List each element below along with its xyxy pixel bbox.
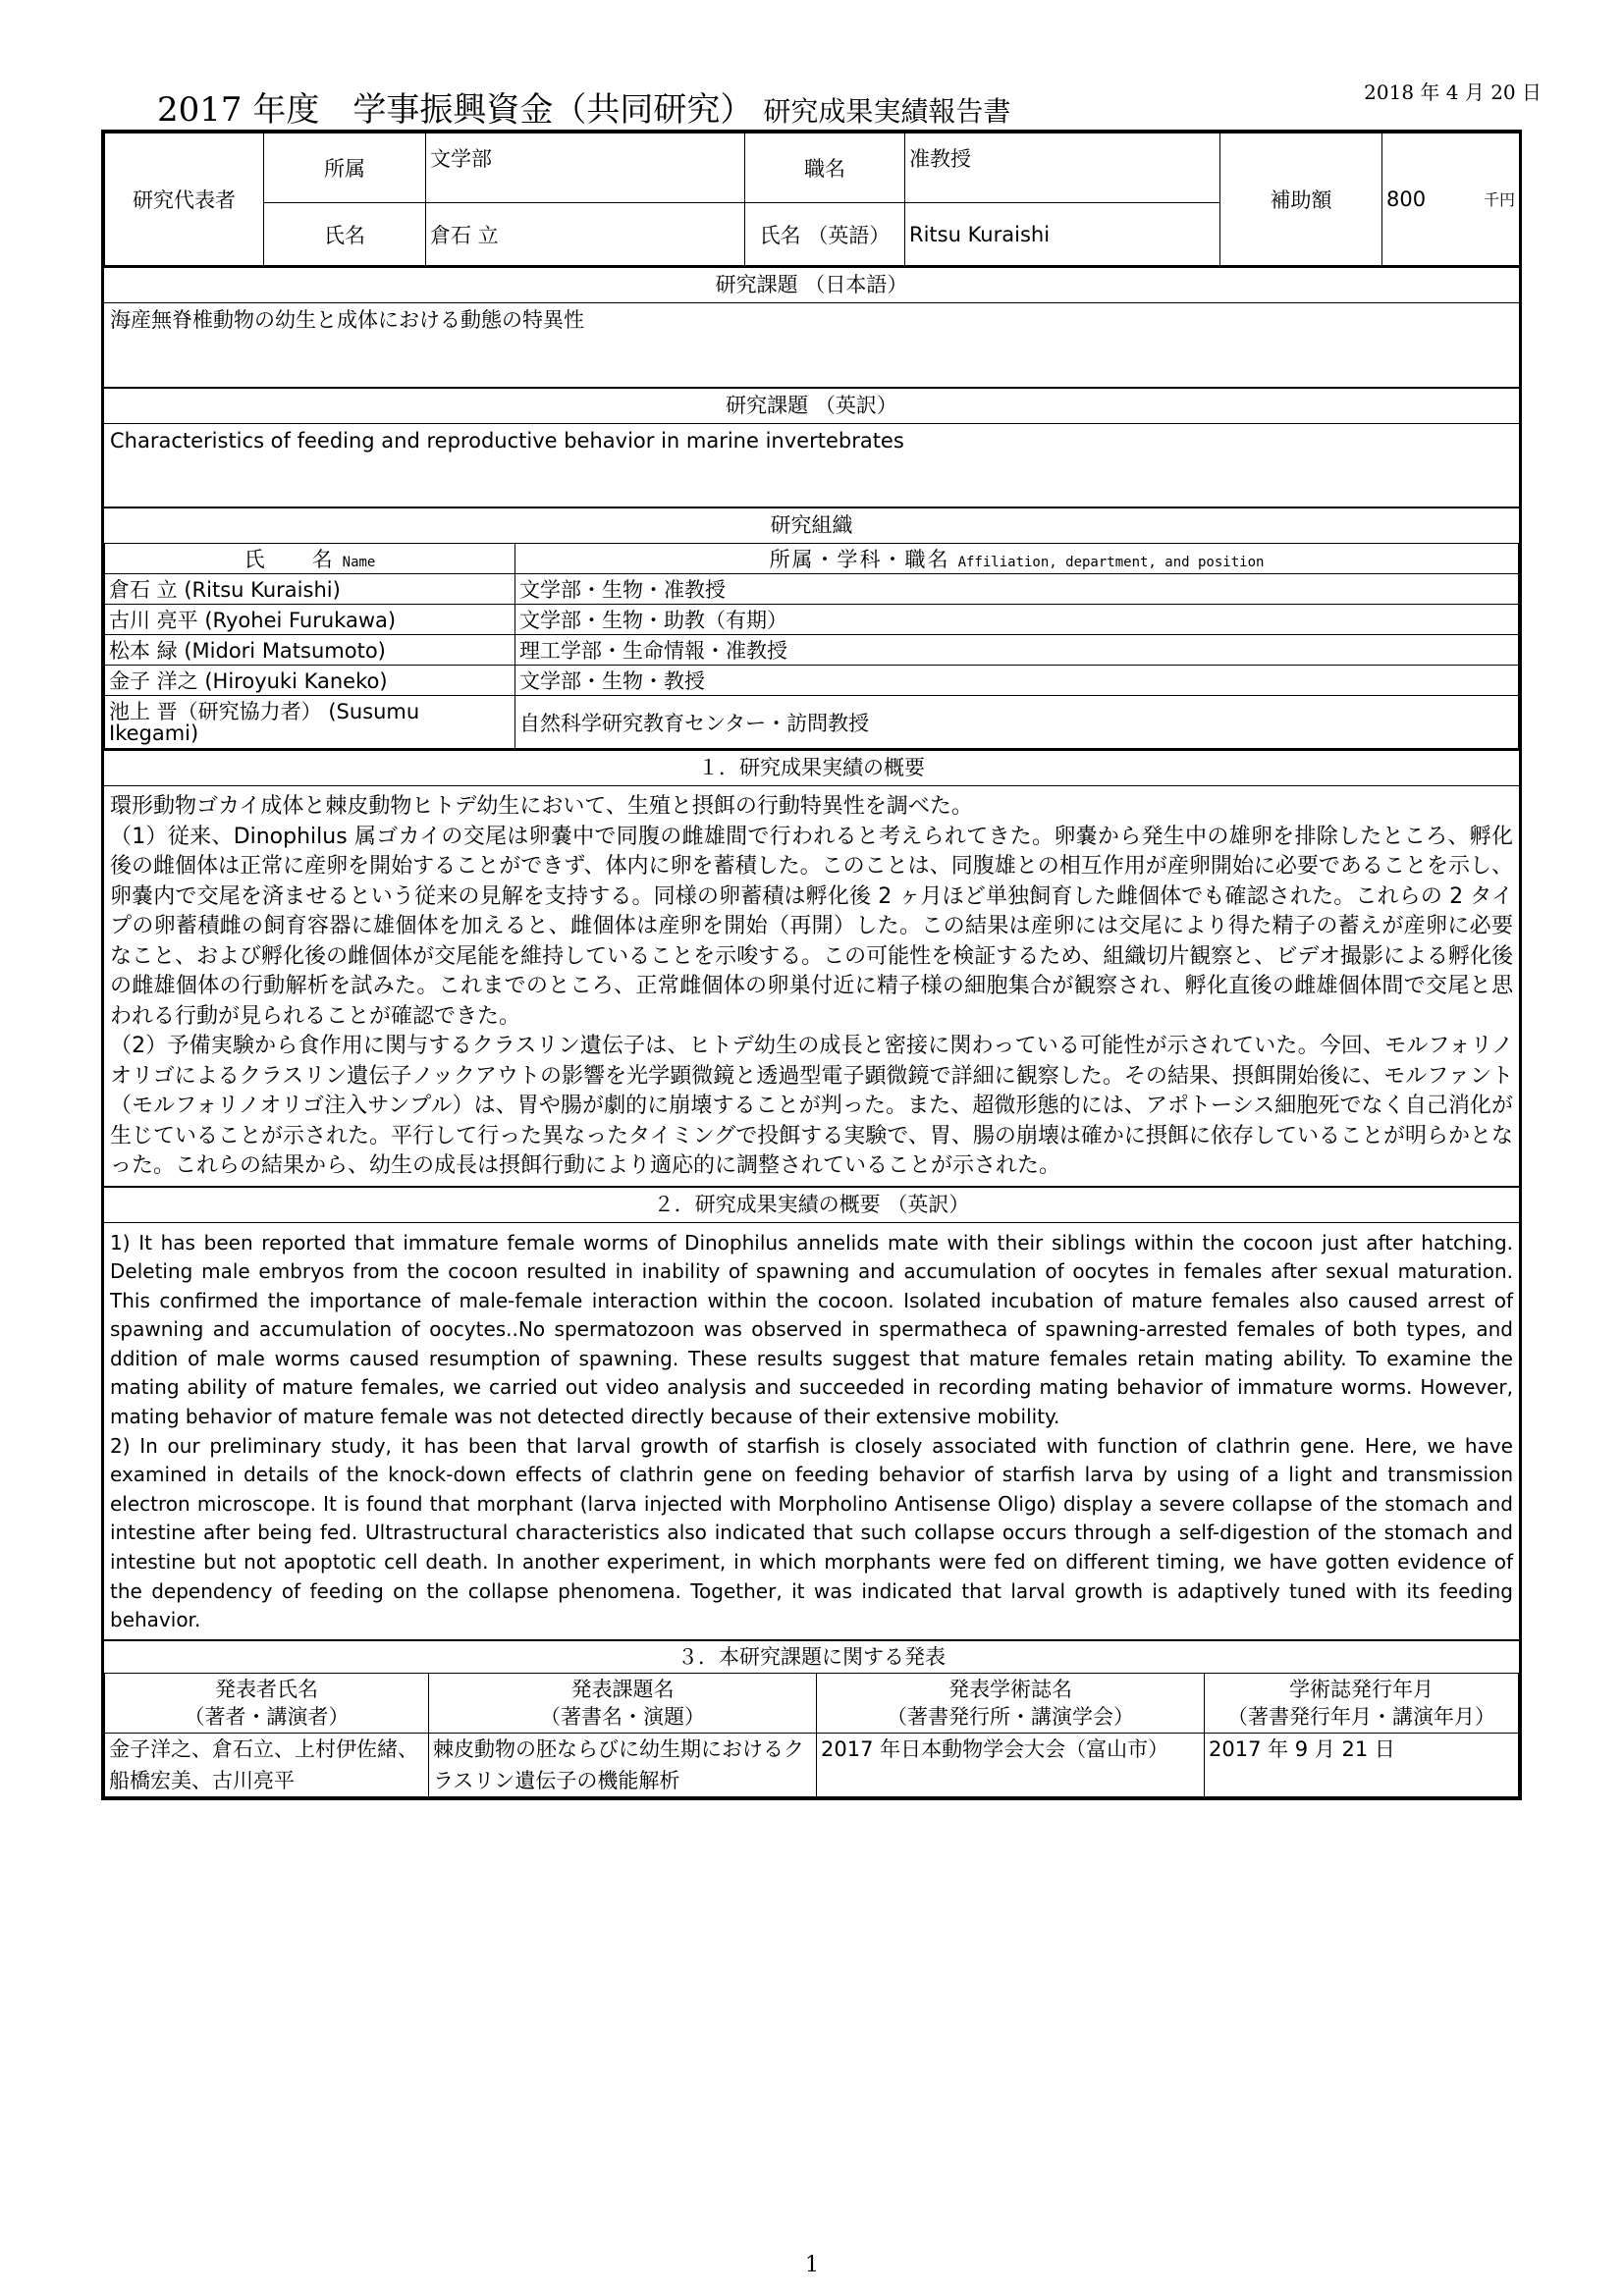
summary-jp-paragraph: 環形動物ゴカイ成体と棘皮動物ヒトデ幼生において、生殖と摂餌の行動特異性を調べた。 xyxy=(110,794,973,819)
member-row xyxy=(105,696,1519,749)
topic-en-heading: 研究課題 （英訳） xyxy=(104,389,1519,424)
summary-en-section xyxy=(104,1186,1519,1639)
topic-jp-section xyxy=(104,266,1519,387)
representative-table xyxy=(104,133,1520,266)
publication-row xyxy=(105,1733,1519,1796)
pub-col-venue-a: 発表学術誌名 xyxy=(948,1677,1072,1701)
organization-section xyxy=(104,507,1519,749)
representative-label: 研究代表者 xyxy=(105,133,264,266)
org-col-affiliation xyxy=(515,544,1519,574)
summary-en-paragraph: 2) In our preliminary study, it has been that larval growth of starfish is closely associated with function of clathrin gene. Here, we have examined in details of the knock-down effects of clathrin gene on feeding behavior of starfish larva by using of a light and transmission electron microscope. It is found that morphant (larva injected with Morpholino Antisense Oligo) display a severe collapse of the stomach and intestine after being fed. Ultrastructural characteristics also indicated that such collapse occurs through a self-digestion of the stomach and intestine but not apoptotic cell death. In another experiment, in which morphants were fed on different timing, we have gotten evidence of the dependency of feeding on the collapse phenomena. Together, it was indicated that larval growth is adaptively tuned with its feeding behavior. xyxy=(110,1433,1513,1632)
summary-jp-body xyxy=(104,786,1519,1186)
member-name: 古川 亮平 (Ryohei Furukawa) xyxy=(105,605,515,635)
member-name: 倉石 立 (Ritsu Kuraishi) xyxy=(105,574,515,605)
pub-col-venue xyxy=(817,1673,1205,1733)
member-name: 池上 晋（研究協力者） (Susumu Ikegami) xyxy=(105,696,515,749)
report-form xyxy=(101,130,1522,1800)
title-sub: 研究成果実績報告書 xyxy=(763,95,1011,128)
publications-heading: ３．本研究課題に関する発表 xyxy=(104,1641,1519,1674)
grant-amount: 800 xyxy=(1386,187,1427,211)
position-label: 職名 xyxy=(745,133,905,203)
pub-authors: 金子洋之、倉石立、上村伊佐緒、船橋宏美、古川亮平 xyxy=(105,1733,429,1796)
summary-en-heading: ２．研究成果実績の概要 （英訳） xyxy=(104,1188,1519,1223)
grant-cell xyxy=(1382,133,1520,266)
summary-jp-heading: １．研究成果実績の概要 xyxy=(104,751,1519,786)
member-name: 金子 洋之 (Hiroyuki Kaneko) xyxy=(105,666,515,696)
publications-table xyxy=(104,1673,1519,1797)
name-en-label: 氏名 （英語） xyxy=(745,203,905,266)
member-affiliation: 理工学部・生命情報・准教授 xyxy=(515,635,1519,666)
title-main: 2017 年度 学事振興資金（共同研究） xyxy=(157,90,754,130)
member-row xyxy=(105,605,1519,635)
summary-en-paragraph: 1) It has been reported that immature female worms of Dinophilus annelids mate with their siblings within the cocoon just after hatching. Deleting male embryos from the cocoon resulted in inability of spawning and accumulation of oocytes in females after sexual maturation. This confirmed the importance of male-female interaction within the cocoon. Isolated incubation of mature females also caused arrest of spawning and accumulation of oocytes..No spermatozoon was observed in spermatheca of spawning-arrested females of both types, and ddition of male worms caused resumption of spawning. These results suggest that mature females retain mating ability. To examine the mating ability of mature females, we carried out video analysis and succeeded in recording mating behavior of immature worms. However, mating behavior of mature female was not detected directly because of their extensive mobility. xyxy=(110,1230,1513,1429)
grant-unit: 千円 xyxy=(1483,190,1515,209)
pub-col-authors xyxy=(105,1673,429,1733)
member-affiliation: 自然科学研究教育センター・訪問教授 xyxy=(515,696,1519,749)
org-col-name-en: Name xyxy=(342,555,376,570)
grant-label: 補助額 xyxy=(1220,133,1382,266)
pub-col-title-a: 発表課題名 xyxy=(570,1677,675,1701)
publications-header-row xyxy=(105,1673,1519,1733)
organization-table xyxy=(104,543,1519,749)
name-en-value: Ritsu Kuraishi xyxy=(905,203,1220,266)
summary-jp-section xyxy=(104,749,1519,1186)
org-col-name-jp: 氏 名 xyxy=(244,548,335,571)
member-affiliation: 文学部・生物・准教授 xyxy=(515,574,1519,605)
org-col-aff-jp: 所属・学科・職名 xyxy=(769,548,950,571)
pub-col-venue-b: （著書発行所・講演学会） xyxy=(887,1704,1134,1729)
pub-col-authors-b: （著者・講演者） xyxy=(184,1704,350,1729)
member-row xyxy=(105,666,1519,696)
org-col-aff-en: Affiliation, department, and position xyxy=(957,555,1265,570)
pub-col-authors-a: 発表者氏名 xyxy=(215,1677,318,1701)
pub-col-title-b: （著書名・演題） xyxy=(540,1704,705,1729)
page-number: 1 xyxy=(805,2253,819,2277)
member-name: 松本 緑 (Midori Matsumoto) xyxy=(105,635,515,666)
affiliation-value: 文学部 xyxy=(426,133,745,203)
org-col-name xyxy=(105,544,515,574)
member-affiliation: 文学部・生物・助教（有期） xyxy=(515,605,1519,635)
summary-jp-paragraph: （2）予備実験から食作用に関与するクラスリン遺伝子は、ヒトデ幼生の成長と密接に関わっている可能性が示されていた。今回、モルフォリノオリゴによるクラスリン遺伝子ノックアウトの影響を光学顕微鏡と透過型電子顕微鏡で詳細に観察した。その結果、摂餌開始後に、モルファント（モルフォリノオリゴ注入サンプル）は、胃や腸が劇的に崩壊することが判った。また、超微形態的には、アポトーシス細胞死でなく自己消化が生じていることが示された。平行して行った異なったタイミングで投餌する実験で、胃、腸の崩壊は確かに摂餌に依存していることが明らかとなった。これらの結果から、幼生の成長は摂餌行動により適応的に調整されていることが示された。 xyxy=(110,1034,1513,1178)
name-value: 倉石 立 xyxy=(426,203,745,266)
position-value: 准教授 xyxy=(905,133,1220,203)
pub-venue: 2017 年日本動物学会大会（富山市） xyxy=(817,1733,1205,1796)
member-row xyxy=(105,574,1519,605)
member-affiliation: 文学部・生物・教授 xyxy=(515,666,1519,696)
pub-col-date-a: 学術誌発行年月 xyxy=(1289,1677,1434,1701)
pub-date: 2017 年 9 月 21 日 xyxy=(1205,1733,1519,1796)
topic-jp-value: 海産無脊椎動物の幼生と成体における動態の特異性 xyxy=(110,308,584,332)
topic-en-section xyxy=(104,387,1519,507)
pub-title: 棘皮動物の胚ならびに幼生期におけるクラスリン遺伝子の機能解析 xyxy=(429,1733,817,1796)
topic-jp-heading: 研究課題 （日本語） xyxy=(104,268,1519,303)
organization-heading: 研究組織 xyxy=(104,508,1519,544)
member-row xyxy=(105,635,1519,666)
pub-col-date xyxy=(1205,1673,1519,1733)
report-title xyxy=(157,82,1010,131)
affiliation-label: 所属 xyxy=(264,133,426,203)
summary-en-body xyxy=(104,1223,1519,1639)
name-label: 氏名 xyxy=(264,203,426,266)
pub-col-date-b: （著書発行年月・講演年月） xyxy=(1227,1704,1495,1729)
pub-col-title xyxy=(429,1673,817,1733)
summary-jp-paragraph: （1）従来、Dinophilus 属ゴカイの交尾は卵嚢中で同腹の雌雄間で行われると考えられてきた。卵嚢から発生中の雄卵を排除したところ、孵化後の雌個体は正常に産卵を開始することができず、体内に卵を蓄積した。このことは、同腹雄との相互作用が産卵開始に必要であることを示し、卵嚢内で交尾を済ませるという従来の見解を支持する。同様の卵蓄積は孵化後 2 ヶ月ほど単独飼育した雌個体でも確認された。これらの 2 タイプの卵蓄積雌の飼育容器に雄個体を加えると、雌個体は産卵を開始（再開）した。この結果は産卵には交尾により得た精子の蓄えが産卵に必要なこと、および孵化後の雌個体が交尾能を維持していることを示唆する。この可能性を検証するため、組織切片観察と、ビデオ撮影による孵化後の雌雄個体の行動解析を試みた。これまでのところ、正常雌個体の卵巣付近に精子様の細胞集合が観察され、孵化直後の雌雄個体間で交尾と思われる行動が見られることが確認できた。 xyxy=(110,824,1513,1029)
topic-en-value: Characteristics of feeding and reproductive behavior in marine invertebrates xyxy=(110,429,904,453)
publications-section xyxy=(104,1639,1519,1797)
report-date: 2018 年 4 月 20 日 xyxy=(1364,80,1542,104)
